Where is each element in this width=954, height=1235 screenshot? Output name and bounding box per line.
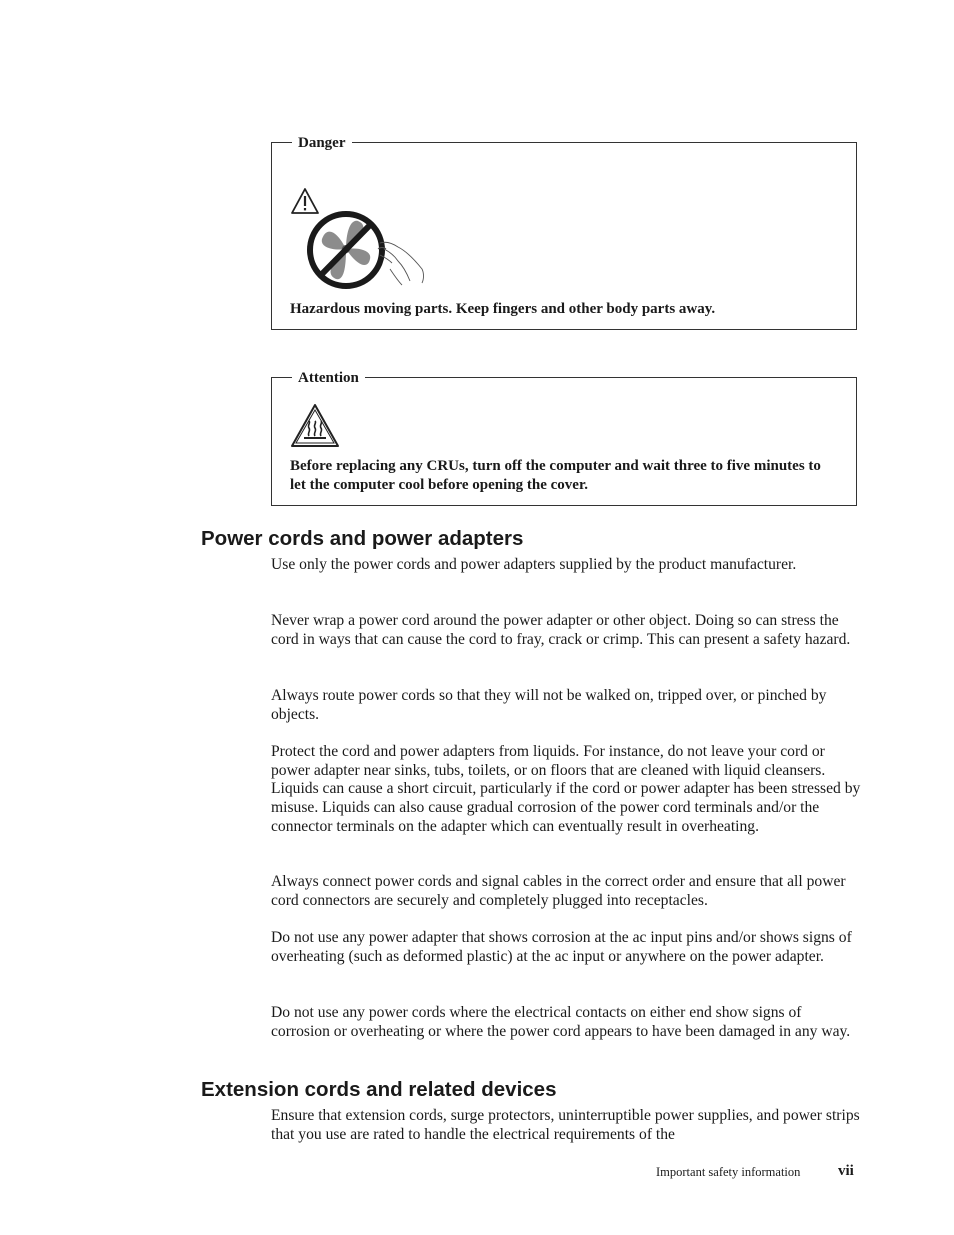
paragraph: Always route power cords so that they will not be walked on, tripped over, or pinched by objects. <box>271 687 827 723</box>
attention-notice <box>271 370 857 506</box>
footer-section-label: Important safety information <box>656 1165 801 1179</box>
paragraph: Do not use any power cords where the electrical contacts on either end show signs of corrosion or overheating or where the power cord appears to have been damaged in any way. <box>271 1004 851 1040</box>
paragraph: Always connect power cords and signal cables in the correct order and ensure that all power cord connectors are securely and completely plugged into receptacles. <box>271 873 846 909</box>
paragraph: Protect the cord and power adapters from liquids. For instance, do not leave your cord or power adapter near sinks, tubs, toilets, or on floors that are cleaned with liquid cleansers. Liquids can cause a short circuit, particularly if the cord or power adapter has been stressed by misuse. Liquids can also cause gradual corrosion of the power cord terminals and/or the connector terminals on the adapter which can eventually result in overheating. <box>271 743 861 835</box>
page-number: vii <box>838 1163 854 1179</box>
paragraph: Never wrap a power cord around the power adapter or other object. Doing so can stress the cord in ways that can cause the cord to fray, crack or crimp. This can present a safety hazard. <box>271 612 851 648</box>
paragraph: Ensure that extension cords, surge protectors, uninterruptible power supplies, and power strips that you use are rated to handle the electrical requirements of the <box>271 1107 860 1143</box>
danger-title: Danger <box>292 133 352 153</box>
fan-prohibited-icon <box>306 209 428 293</box>
attention-text: Before replacing any CRUs, turn off the computer and wait three to five minutes to let the computer cool before opening the cover. <box>290 458 821 493</box>
paragraph: Do not use any power adapter that shows corrosion at the ac input pins and/or shows signs of overheating (such as deformed plastic) at the ac input or anywhere on the power adapter. <box>271 929 852 965</box>
section-heading-extension-cords: Extension cords and related devices <box>201 1078 557 1101</box>
danger-text: Hazardous moving parts. Keep fingers and other body parts away. <box>290 301 716 317</box>
hot-surface-icon <box>290 403 340 449</box>
danger-notice <box>271 135 857 330</box>
paragraph: Use only the power cords and power adapters supplied by the product manufacturer. <box>271 556 797 573</box>
attention-title: Attention <box>292 368 365 388</box>
section-heading-power-cords: Power cords and power adapters <box>201 527 524 550</box>
